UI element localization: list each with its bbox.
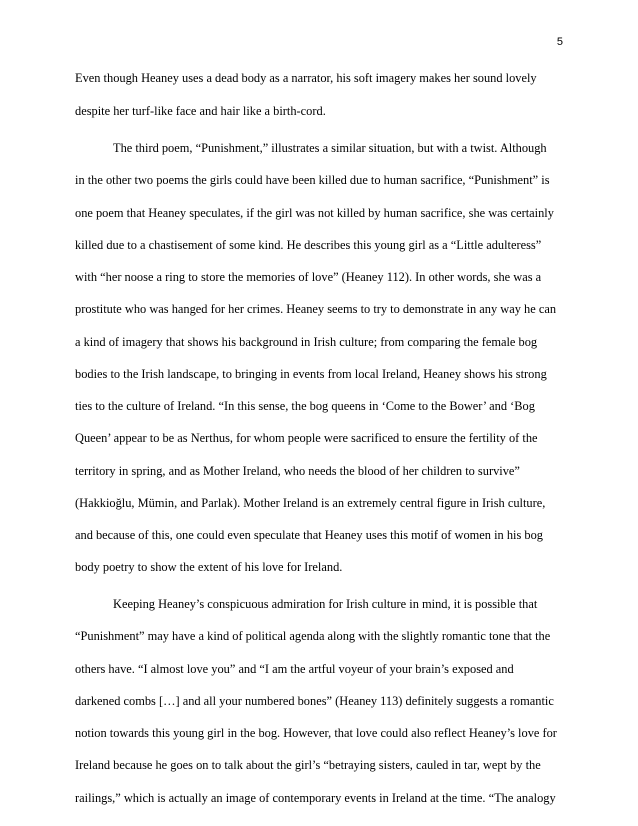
text-line: bodies to the Irish landscape, to bringing in events from local Ireland, Heaney shows his strong <box>75 367 547 381</box>
paragraph-first-line: The third poem, “Punishment,” illustrates a similar situation, but with a twist. Although <box>113 141 547 155</box>
text-line: others have. “I almost love you” and “I am the artful voyeur of your brain’s exposed and <box>75 662 514 676</box>
text-line: “Punishment” may have a kind of political agenda along with the slightly romantic tone that the <box>75 629 551 643</box>
text-line: despite her turf-like face and hair like a birth-cord. <box>75 104 326 118</box>
text-line: body poetry to show the extent of his love for Ireland. <box>75 560 343 574</box>
text-line: notion towards this young girl in the bog. However, that love could also reflect Heaney’s love for <box>75 726 557 740</box>
text-line: prostitute who was hanged for her crimes. Heaney seems to try to demonstrate in any way he can <box>75 302 557 316</box>
paragraph-first-line: Keeping Heaney’s conspicuous admiration for Irish culture in mind, it is possible that <box>113 597 538 611</box>
text-line: a kind of imagery that shows his background in Irish culture; from comparing the female bog <box>75 335 538 349</box>
text-line: one poem that Heaney speculates, if the girl was not killed by human sacrifice, she was certainly <box>75 206 554 220</box>
text-line: Queen’ appear to be as Nerthus, for whom people were sacrificed to ensure the fertility of the <box>75 431 538 445</box>
text-line: ties to the culture of Ireland. “In this sense, the bog queens in ‘Come to the Bower’ and ‘Bog <box>75 399 535 413</box>
text-line: (Hakkioğlu, Mümin, and Parlak). Mother Ireland is an extremely central figure in Irish culture, <box>75 496 546 510</box>
text-line: in the other two poems the girls could have been killed due to human sacrifice, “Punishment” is <box>75 173 550 187</box>
text-line: with “her noose a ring to store the memories of love” (Heaney 112). In other words, she was a <box>75 270 542 284</box>
text-line: killed due to a chastisement of some kind. He describes this young girl as a “Little adulteress” <box>75 238 542 252</box>
text-line: Ireland because he goes on to talk about the girl’s “betraying sisters, cauled in tar, wept by the <box>75 758 541 772</box>
text-line: Even though Heaney uses a dead body as a narrator, his soft imagery makes her sound lovely <box>75 71 537 85</box>
text-line: and because of this, one could even speculate that Heaney uses this motif of women in his bog <box>75 528 543 542</box>
text-line: railings,” which is actually an image of contemporary events in Ireland at the time. “The analogy <box>75 791 556 805</box>
text-line: darkened combs […] and all your numbered bones” (Heaney 113) definitely suggests a romantic <box>75 694 554 708</box>
text-line: territory in spring, and as Mother Ireland, who needs the blood of her children to survive” <box>75 464 520 478</box>
page-number: 5 <box>556 36 563 48</box>
